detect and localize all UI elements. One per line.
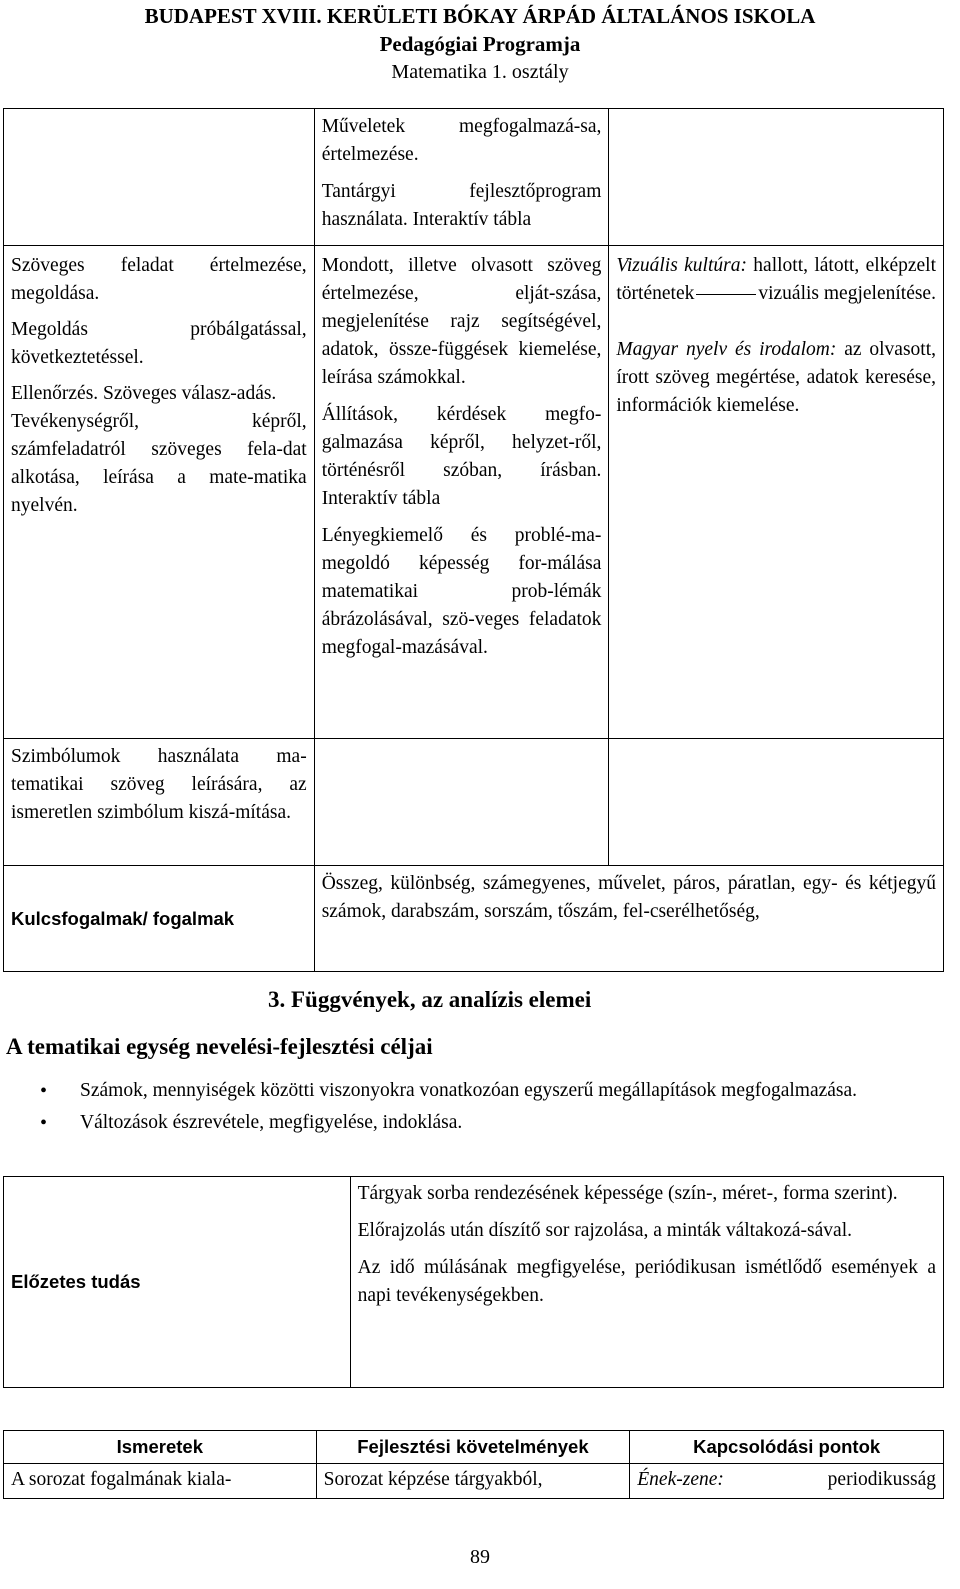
table-cell xyxy=(4,246,315,739)
table-cell xyxy=(609,109,944,246)
table-cell xyxy=(609,246,944,739)
table-cell xyxy=(316,1464,630,1499)
prior-knowledge-label: Előzetes tudás xyxy=(11,1271,141,1292)
column-header xyxy=(4,1431,317,1464)
cell-text: periodikusság xyxy=(827,1469,936,1490)
table-cell xyxy=(350,1177,943,1388)
document-header xyxy=(0,2,960,86)
table-row xyxy=(4,1177,944,1388)
header-text: Fejlesztési követelmények xyxy=(357,1435,589,1457)
table-row xyxy=(4,109,944,246)
table-cell xyxy=(314,109,609,246)
cell-paragraph: Tárgyak sorba rendezésének képessége (szín-, méret-, forma szerint). xyxy=(357,1183,898,1204)
connection-label: Ének-zene: xyxy=(637,1469,724,1490)
table-cell xyxy=(609,739,944,866)
cell-text: A sorozat fogalmának kiala- xyxy=(11,1469,232,1490)
column-header xyxy=(630,1431,944,1464)
bullet-icon: • xyxy=(40,1112,48,1134)
connection-text: az olvasott, írott szöveg megértése, adatok keresése, információk kiemelése. xyxy=(616,339,937,416)
header-text: Kapcsolódási pontok xyxy=(693,1435,881,1457)
key-concepts-label: Kulcsfogalmak/ fogalmak xyxy=(11,907,235,929)
cell-paragraph: Szimbólumok használata ma-tematikai szöveg leírására, az ismeretlen szimbólum kiszá-mítása. xyxy=(11,746,307,823)
table-row xyxy=(4,1464,944,1499)
cell-paragraph: Előrajzolás után díszítő sor rajzolása, a minták váltakozá-sával. xyxy=(357,1220,852,1241)
table-cell xyxy=(314,739,609,866)
connection-label: Magyar nyelv és irodalom: xyxy=(616,339,837,360)
table-cell xyxy=(314,246,609,739)
table-cell xyxy=(630,1464,944,1499)
prior-knowledge-table xyxy=(3,1176,944,1388)
requirements-table xyxy=(3,1430,944,1499)
section-subtitle: A tematikai egység nevelési-fejlesztési céljai xyxy=(6,1034,433,1059)
cell-paragraph: Az idő múlásának megfigyelése, periódikusan ismétlődő események a napi tevékenységekben. xyxy=(357,1257,936,1306)
cell-paragraph: Tevékenységről, képről, számfeladatról szöveges fela-dat alkotása, leírása a mate-matika nyelvén. xyxy=(11,411,307,516)
table-cell xyxy=(4,109,315,246)
cell-paragraph: Megoldás próbálgatással, következtetéssel. xyxy=(11,319,307,368)
table-row xyxy=(4,866,944,972)
table-cell xyxy=(4,1464,317,1499)
header-text: Ismeretek xyxy=(116,1435,203,1457)
cell-text: Sorozat képzése tárgyakból, xyxy=(323,1469,543,1490)
list-item xyxy=(40,1109,960,1137)
program-name: Pedagógiai Programja xyxy=(379,32,581,56)
bullet-icon: • xyxy=(40,1080,48,1102)
connection-text: vizuális megjelenítése. xyxy=(758,283,936,304)
school-name: BUDAPEST XVIII. KERÜLETI BÓKAY ÁRPÁD ÁLTALÁNOS ISKOLA xyxy=(144,4,816,28)
key-concepts-text: Összeg, különbség, számegyenes, művelet, páros, páratlan, egy- és kétjegyű számok, darabszám, sorszám, tőszám, fel-cserélhetőség, xyxy=(321,873,936,922)
table-cell xyxy=(4,739,315,866)
table-row xyxy=(4,739,944,866)
table-cell xyxy=(4,866,315,972)
list-item xyxy=(40,1077,960,1105)
table-row xyxy=(4,246,944,739)
column-header xyxy=(316,1431,630,1464)
goals-list xyxy=(40,1077,960,1141)
cell-paragraph: Műveletek megfogalmazá-sa, értelmezése. xyxy=(321,116,602,165)
connection-label: Vizuális kultúra: xyxy=(616,255,747,276)
table-cell xyxy=(4,1177,351,1388)
connection-visual-arts xyxy=(616,252,936,308)
connection-hungarian xyxy=(616,336,936,420)
cell-paragraph: Mondott, illetve olvasott szöveg értelmezése, elját-szása, megjelenítése rajz segítségével, adatok, össze-függések kiemelése, leírása számokkal. xyxy=(321,255,602,388)
cell-paragraph: Tantárgyi fejlesztőprogram használata. Interaktív tábla xyxy=(321,181,602,230)
goal-text: Változások észrevétele, megfigyelése, indoklása. xyxy=(80,1112,463,1133)
table-cell xyxy=(314,866,943,972)
connection-text: hallott, látott, elképzelt történetek xyxy=(616,255,937,304)
table-header-row xyxy=(4,1431,944,1464)
goal-text: Számok, mennyiségek közötti viszonyokra vonatkozóan egyszerű megállapítások megfogalmazása. xyxy=(80,1080,858,1101)
cell-paragraph: Állítások, kérdések megfo-galmazása képről, helyzet-ről, történésről szóban, írásban. Interaktív tábla xyxy=(321,404,602,509)
content-table xyxy=(3,108,944,972)
dash-line xyxy=(696,294,756,295)
section-title: 3. Függvények, az analízis elemei xyxy=(268,987,592,1012)
cell-paragraph: Ellenőrzés. Szöveges válasz-adás. xyxy=(11,383,277,404)
page-number: 89 xyxy=(470,1546,490,1568)
subject-name: Matematika 1. osztály xyxy=(391,61,569,83)
cell-paragraph: Szöveges feladat értelmezése, megoldása. xyxy=(11,255,307,304)
cell-paragraph: Lényegkiemelő és problé-ma-megoldó képesség for-málása matematikai prob-lémák ábrázolásával, szö-veges feladatok megfogal-mazásával. xyxy=(321,525,602,658)
